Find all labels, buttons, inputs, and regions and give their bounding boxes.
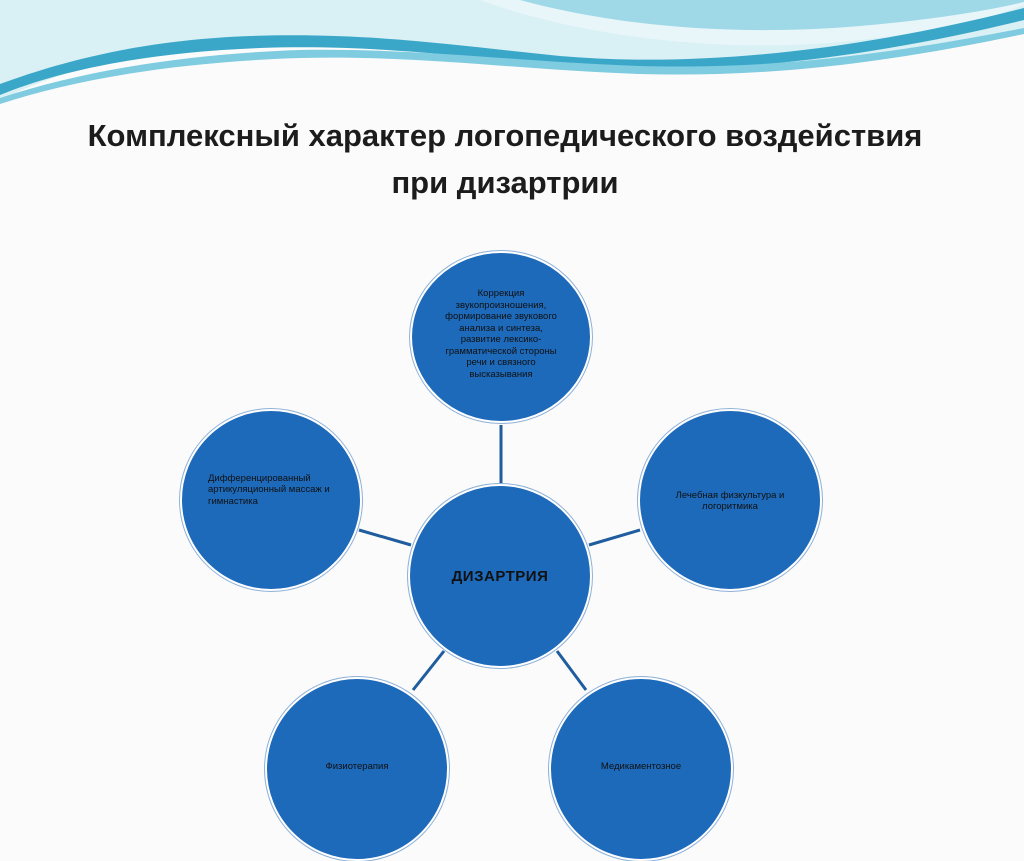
node-medication-label: Медикаментозное	[600, 761, 682, 772]
node-physical-therapy	[638, 409, 822, 591]
connector-left	[359, 530, 411, 545]
slide-title-line-2: при дизартрии	[391, 165, 619, 200]
connector-bottom-right	[557, 651, 586, 690]
node-physical-therapy-label: Лечебная физкультура и логоритмика	[675, 489, 785, 512]
slide-title-line-1: Комплексный характер логопедического воздействия	[87, 118, 923, 153]
node-articulation-massage	[180, 409, 362, 591]
node-articulation-massage-label: Дифференцированный артикуляционный массаж и гимнастика	[208, 472, 330, 507]
node-medication	[549, 677, 733, 861]
node-speech-correction	[410, 251, 592, 423]
connector-bottom-left	[413, 651, 444, 690]
connector-right	[589, 530, 640, 545]
node-physiotherapy	[265, 677, 449, 861]
node-dysarthria-label: ДИЗАРТРИЯ	[451, 568, 549, 586]
node-dysarthria-center	[408, 484, 592, 668]
node-physiotherapy-label: Физиотерапия	[325, 761, 389, 772]
node-speech-correction-label: Коррекция звукопроизношения, формирование звукового анализа и синтеза, развитие лексико-грамматической стороны речи и связного высказывания	[445, 288, 557, 380]
